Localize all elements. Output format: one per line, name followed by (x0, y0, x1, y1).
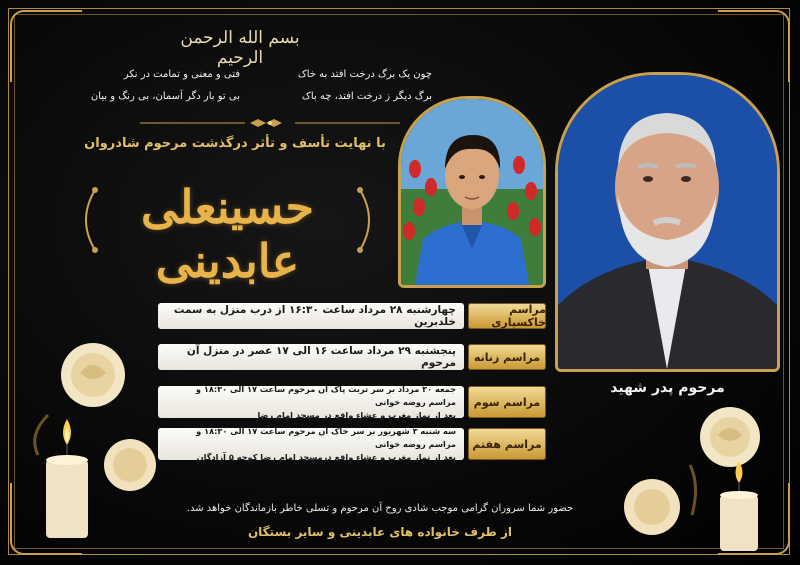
poem-line: برگ دیگر ز درخت افتد، چه باک (301, 91, 432, 102)
ceremony-row (158, 383, 546, 420)
rose-icon (624, 479, 680, 535)
footer-invitation: حضور شما سروران گرامی موجب شادی روح آن مرحوم و تسلی خاطر بازماندگان خواهد شد. (186, 503, 574, 514)
intro-text: با نهایت تأسف و تأثر درگذشت مرحوم شادروان (84, 136, 386, 151)
roses-candle-right (600, 395, 790, 555)
candle-icon (720, 461, 758, 551)
ceremony-label: مراسم خاکسپاری (468, 303, 546, 329)
ceremony-text: چهارشنبه ۲۸ مرداد ساعت ۱۶:۳۰ از درب منزل به سمت خلدبرین (158, 303, 464, 329)
poem-right (252, 64, 432, 108)
ornament-divider (140, 118, 400, 128)
poem-left (70, 64, 240, 108)
basmala: بسم الله الرحمن الرحیم (180, 28, 300, 68)
ceremony-text: پنجشنبه ۲۹ مرداد ساعت ۱۶ الی ۱۷ عصر در منزل آن مرحوم (158, 344, 464, 370)
poem-line: فتی و معنی و تمامت در نکر (123, 69, 240, 80)
deceased-name: حسینعلی عابدینی (141, 180, 314, 288)
ceremony-label: مراسم زنانه (468, 344, 546, 370)
father-photo (555, 72, 780, 372)
rose-icon (61, 343, 125, 407)
corner-ornament (718, 10, 790, 82)
father-caption: مرحوم پدر شهید (610, 380, 725, 396)
ceremony-row (158, 303, 546, 329)
ceremony-text: جمعه ۳۰ مرداد بر سر تربت پاک آن مرحوم ساعت ۱۷ الی ۱۸:۳۰ و مراسم روضه خوانی بعد از نماز مغرب و عشاء واقع در مسجد امام رضا (158, 386, 464, 418)
father-portrait (558, 75, 777, 369)
ceremony-label: مراسم سوم (468, 386, 546, 418)
ceremony-row (158, 425, 546, 462)
rose-icon (104, 439, 156, 491)
roses-candle-left (18, 315, 168, 550)
footer-family: از طرف خانواده های عابدینی و سایر بستگان (247, 525, 513, 539)
candle-icon (46, 419, 88, 538)
martyr-portrait (401, 99, 543, 285)
martyr-photo (398, 96, 546, 288)
poem-line: بی تو بار دگر آسمان، بی رنگ و بیان (90, 91, 240, 102)
ceremony-label: مراسم هفتم (468, 428, 546, 460)
ceremony-row (158, 344, 546, 370)
rose-icon (700, 407, 760, 467)
ceremony-text: سه شنبه ۳ شهریور بر سر خاک آن مرحوم ساعت ۱۷ الی ۱۸:۳۰ و مراسم روضه خوانی بعد از نماز مغرب و عشاء واقع درمسجد امام رضا کوچه ۵ آزادگان (158, 428, 464, 460)
name-ornament (75, 160, 380, 288)
poem-line: چون یک برگ درخت افتد به خاک (297, 69, 432, 80)
